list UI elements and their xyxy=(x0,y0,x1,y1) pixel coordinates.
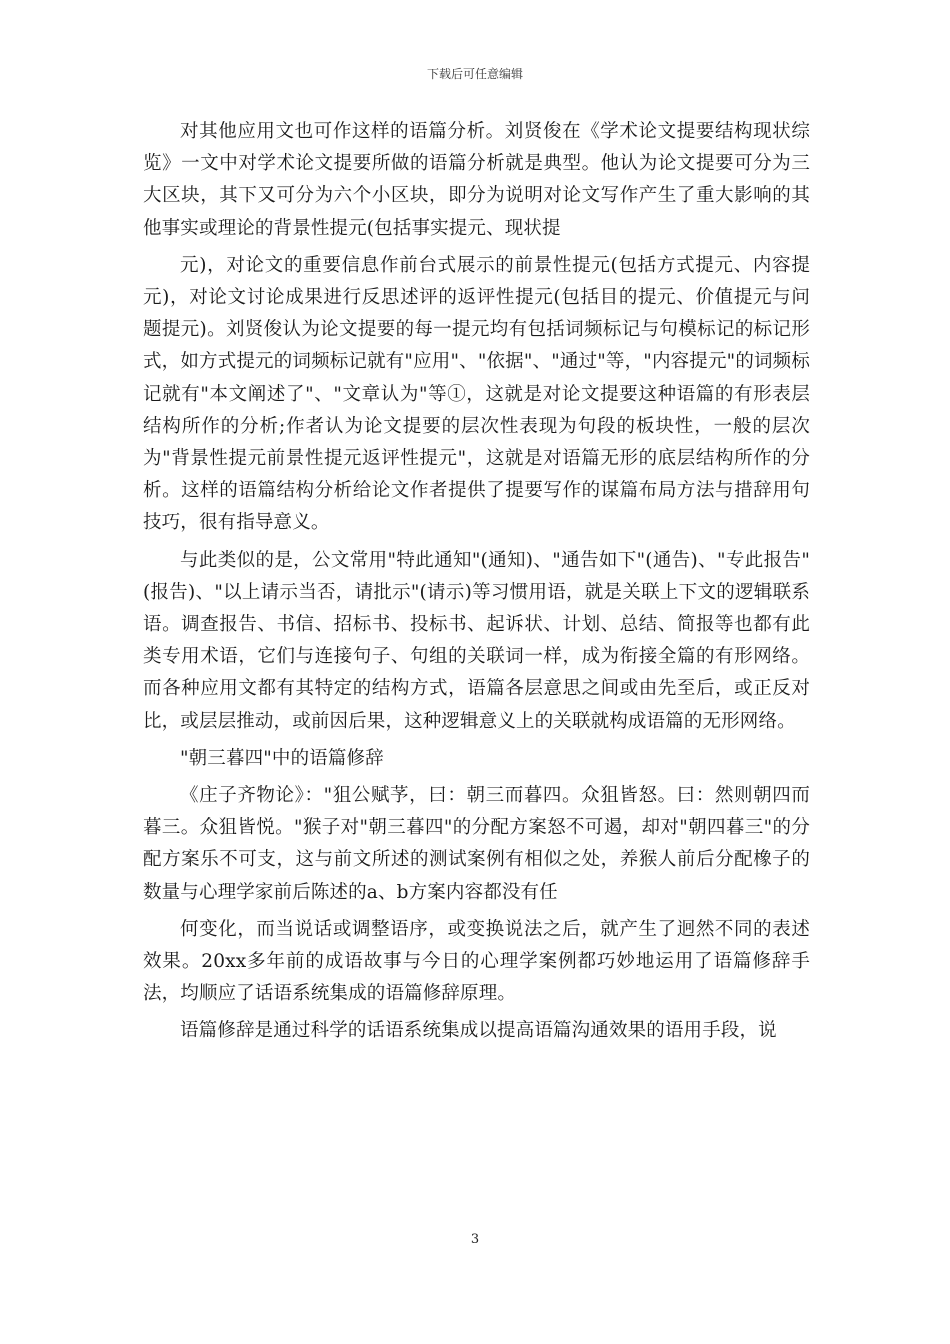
document-body xyxy=(143,116,810,1053)
paragraph: 对其他应用文也可作这样的语篇分析。刘贤俊在《学术论文提要结构现状综览》一文中对学术论文提要所做的语篇分析就是典型。他认为论文提要可分为三大区块，其下又可分为六个小区块，即分为说明对论文写作产生了重大影响的其他事实或理论的背景性提元(包括事实提元、现状提 xyxy=(143,121,810,239)
page-header-note: 下载后可任意编辑 xyxy=(426,67,523,81)
paragraph: 元)，对论文的重要信息作前台式展示的前景性提元(包括方式提元、内容提元)，对论文讨论成果进行反思述评的返评性提元(包括目的提元、价值提元与问题提元)。刘贤俊认为论文提要的每一提元均有包括词频标记与句模标记的标记形式，如方式提元的词频标记就有"应用"、"依据"、"通过"等，"内容提元"的词频标记就有"本文阐述了"、"文章认为"等①，这就是对论文提要这种语篇的有形表层结构所作的分析;作者认为论文提要的层次性表现为句段的板块性，一般的层次为"背景性提元前景性提元返评性提元"，这就是对语篇无形的底层结构所作的分析。这样的语篇结构分析给论文作者提供了提要写作的谋篇布局方法与措辞用句技巧，很有指导意义。 xyxy=(143,254,810,534)
paragraph: 《庄子齐物论》："狙公赋芧，曰：朝三而暮四。众狙皆怒。曰：然则朝四而暮三。众狙皆悦。"猴子对"朝三暮四"的分配方案怒不可遏，却对"朝四暮三"的分配方案乐不可支，这与前文所述的测试案例有相似之处，养猴人前后分配橡子的数量与心理学家前后陈述的a、b方案内容都没有任 xyxy=(143,785,810,903)
paragraph: 与此类似的是，公文常用"特此通知"(通知)、"通告如下"(通告)、"专此报告"(报告)、"以上请示当否，请批示"(请示)等习惯用语，就是关联上下文的逻辑联系语。调查报告、书信、招标书、投标书、起诉状、计划、总结、简报等也都有此类专用术语，它们与连接句子、句组的关联词一样，成为衔接全篇的有形网络。而各种应用文都有其特定的结构方式，语篇各层意思之间或由先至后，或正反对比，或层层推动，或前因后果，这种逻辑意义上的关联就构成语篇的无形网络。 xyxy=(143,549,810,732)
paragraph: 何变化，而当说话或调整语序，或变换说法之后，就产生了迥然不同的表述效果。20xx多年前的成语故事与今日的心理学案例都巧妙地运用了语篇修辞手法，均顺应了话语系统集成的语篇修辞原理。 xyxy=(143,918,810,1005)
page-number: 3 xyxy=(470,1232,480,1247)
paragraph: 语篇修辞是通过科学的话语系统集成以提高语篇沟通效果的语用手段，说 xyxy=(180,1020,777,1042)
section-heading: "朝三暮四"中的语篇修辞 xyxy=(180,747,384,769)
